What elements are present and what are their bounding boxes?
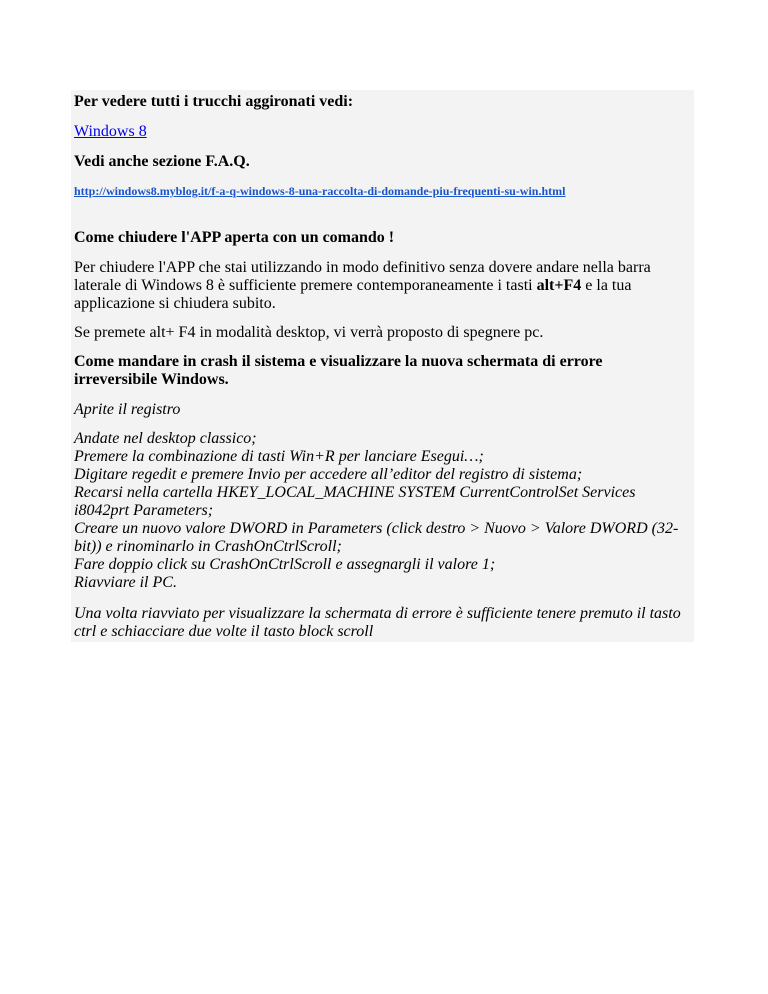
section2-steps [74, 430, 690, 592]
section1-para1-keys: alt+F4 [536, 277, 582, 294]
section2-closing: Una volta riavviato per visualizzare la schermata di errore è sufficiente tenere premuto il tasto ctrl e schiacciare due volte il tasto block scroll [74, 605, 681, 640]
section1-para2: Se premete alt+ F4 in modalità desktop, vi verrà proposto di spegnere pc. [74, 324, 544, 341]
step-line: Digitare regedit e premere Invio per accedere all’editor del registro di sistema; [74, 466, 583, 483]
step-line: Andate nel desktop classico; [74, 430, 257, 447]
step-line: Fare doppio click su CrashOnCtrlScroll e assegnargli il valore 1; [74, 556, 496, 573]
intro-heading: Per vedere tutti i trucchi aggironati vedi: [74, 93, 354, 110]
faq-url-link[interactable]: http://windows8.myblog.it/f-a-q-windows-8-una-raccolta-di-domande-piu-frequenti-su-win.html [74, 184, 566, 198]
windows8-link-line [74, 123, 684, 141]
step-line: Creare un nuovo valore DWORD in Parameters (click destro > Nuovo > Valore DWORD (32-bit)) e rinominarlo in CrashOnCtrlScroll; [74, 520, 679, 555]
windows8-link[interactable]: Windows 8 [74, 123, 147, 140]
section1-para1-text-b: e la tua applicazione si chiudera subito. [74, 277, 632, 312]
section1-para1 [74, 259, 688, 313]
section2-title: Come mandare in crash il sistema e visualizzare la nuova schermata di errore irreversibile Windows. [74, 353, 603, 388]
section1-para1-text-a: Per chiudere l'APP che stai utilizzando in modo definitivo senza dovere andare nella barra laterale di Windows 8 è sufficiente premere contemporaneamente i tasti [74, 259, 651, 294]
section1-title: Come chiudere l'APP aperta con un comando ! [74, 229, 395, 246]
section2-intro: Aprite il registro [74, 401, 181, 418]
step-line: Premere la combinazione di tasti Win+R per lanciare Esegui…; [74, 448, 484, 465]
step-line: Recarsi nella cartella HKEY_LOCAL_MACHINE SYSTEM CurrentControlSet Services i8042prt Parameters; [74, 484, 636, 519]
faq-heading: Vedi anche sezione F.A.Q. [74, 153, 250, 170]
step-line: Riavviare il PC. [74, 574, 177, 591]
faq-url-line [74, 182, 664, 200]
